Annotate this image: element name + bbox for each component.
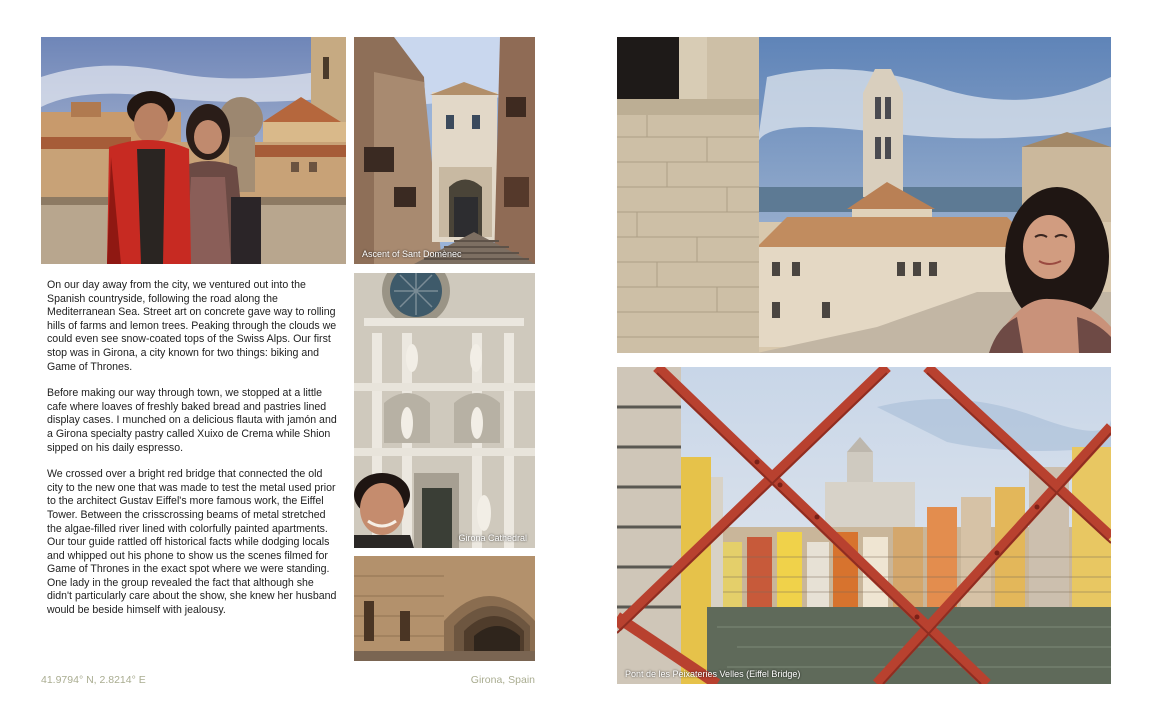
sant-domenec-stairs-photo xyxy=(354,37,535,264)
eiffel-bridge-caption: Pont de les Peixateries Velles (Eiffel Bridge) xyxy=(625,669,801,679)
couple-on-terrace-photo xyxy=(41,37,346,264)
girona-cathedral-image xyxy=(354,273,535,548)
sant-domenec-caption: Ascent of Sant Domènec xyxy=(362,249,462,259)
girona-cathedral-caption: Girona Cathedral xyxy=(458,533,527,543)
sant-domenec-stairs-image xyxy=(354,37,535,264)
story-paragraph-3: We crossed over a bright red bridge that connected the old city to the new one that was made to test the metal used prior to the architect Gustav Eiffel's more famous work, the Eiffel Tower. Between the crisscrossing beams of metal stretched the algae-filled river lined with colorfully painted apartments. Our tour guide rattled off historical facts while dodging locals and whipped out his phone to show us the scenes filmed for Game of Thrones in the exact spot where we were standing. One lady in the group revealed the fact that although she didn't particularly care about the show, she knew her husband would be beside himself with jealousy. xyxy=(47,468,337,617)
couple-on-terrace-image xyxy=(41,37,346,264)
bell-tower-rooftop-image xyxy=(617,37,1111,353)
story-paragraph-2: Before making our way through town, we stopped at a little cafe where loaves of freshly baked bread and pastries lined display cases. I munched on a delicious flauta with jamón and a Girona specialty pastry called Xuixo de Crema while Shion sipped on his daily espresso. xyxy=(47,387,337,454)
eiffel-bridge-photo xyxy=(617,367,1111,684)
bell-tower-rooftop-photo xyxy=(617,37,1111,353)
story-paragraph-1: On our day away from the city, we ventured out into the Spanish countryside, following the road along the Mediterranean Sea. Street art on concrete gave way to rolling hills of farms and lemon trees. Peaking through the clouds we could even see snow-coated tops of the Swiss Alps. Our first stop was in Girona, a city known for two things: biking and Game of Thrones. xyxy=(47,279,337,373)
story-text xyxy=(47,279,339,654)
girona-cathedral-photo xyxy=(354,273,535,548)
footer-location: Girona, Spain xyxy=(470,674,535,686)
footer-coordinates: 41.9794° N, 2.8214° E xyxy=(41,674,146,686)
stone-archway-image xyxy=(354,556,535,661)
stone-archway-photo xyxy=(354,556,535,661)
eiffel-bridge-image xyxy=(617,367,1111,684)
